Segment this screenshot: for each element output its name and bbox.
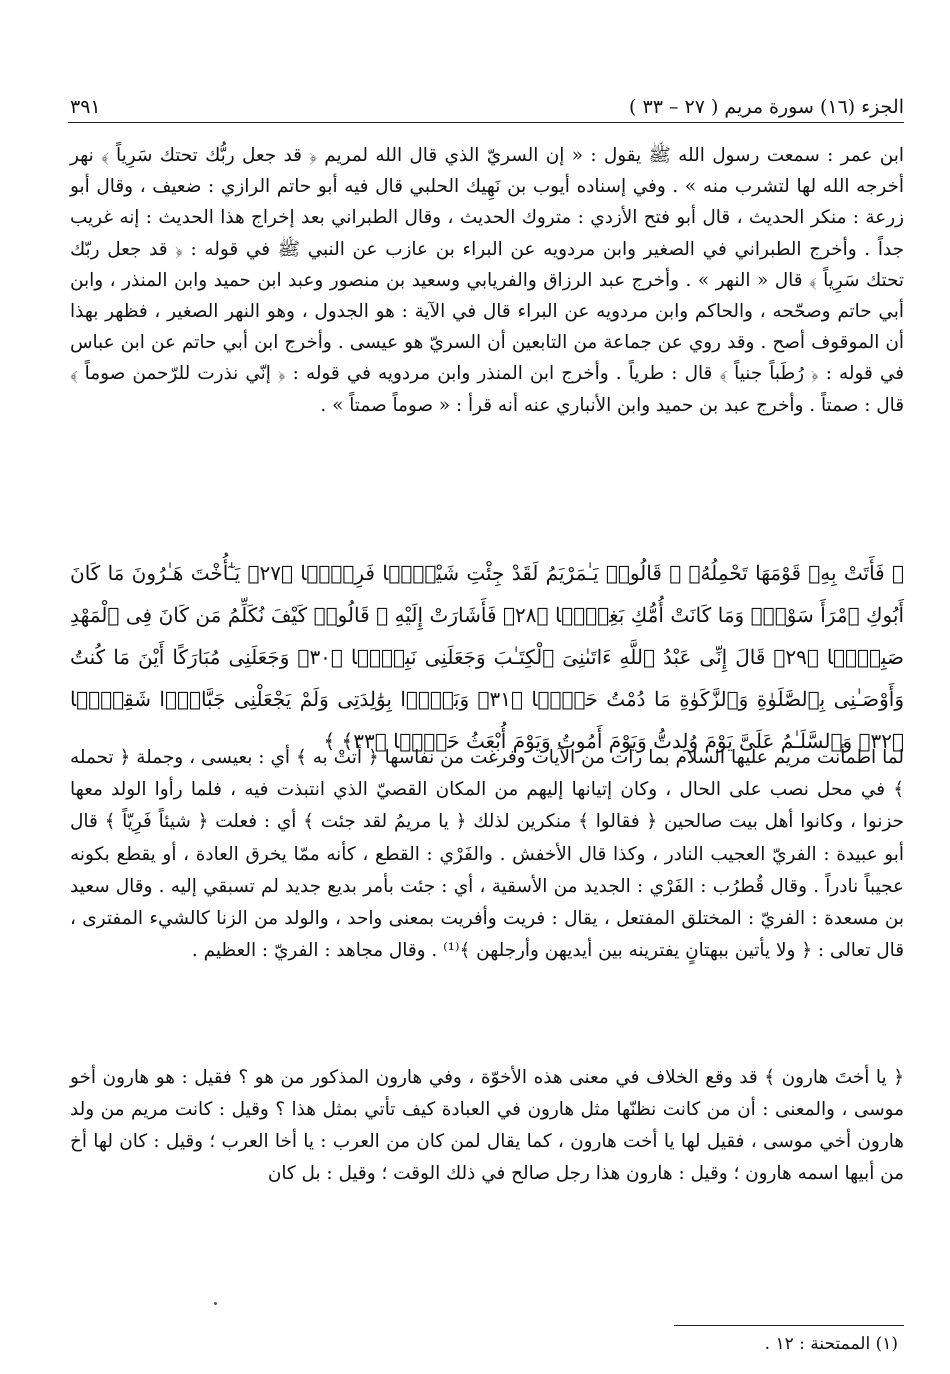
running-title: الجزء (١٦) سورة مريم ( ٢٧ – ٣٣ ) (629, 96, 904, 118)
footnote-divider (674, 1325, 904, 1326)
paragraph-commentary-3 (70, 1062, 904, 1190)
quran-verses-block (70, 552, 904, 762)
paragraph-commentary-1 (70, 140, 904, 421)
scan-speck (214, 1302, 217, 1305)
page-number: ٣٩١ (70, 96, 101, 118)
quran-verses-text: ﴿ فَأَتَتْ بِهِۦ قَوْمَهَا تَحْمِلُهُۥ ۖ قَالُوا۟ يَـٰمَرْيَمُ لَقَدْ جِئْتِ شَيْـًۭٔا فَرِيًّۭا ﴿٢٧﴾ يَـٰٓأُخْتَ هَـٰرُونَ مَا كَانَ أَبُوكِ ٱمْرَأَ سَوْءٍۢ وَمَا كَانَتْ أُمُّكِ بَغِيًّۭا ﴿٢٨﴾ فَأَشَارَتْ إِلَيْهِ ۖ قَالُوا۟ كَيْفَ نُكَلِّمُ مَن كَانَ فِى ٱلْمَهْدِ صَبِيًّۭا ﴿٢٩﴾ قَالَ إِنِّى عَبْدُ ٱللَّهِ ءَاتَىٰنِىَ ٱلْكِتَـٰبَ وَجَعَلَنِى نَبِيًّۭا ﴿٣٠﴾ وَجَعَلَنِى مُبَارَكًا أَيْنَ مَا كُنتُ وَأَوْصَـٰنِى بِٱلصَّلَوٰةِ وَٱلزَّكَوٰةِ مَا دُمْتُ حَيًّۭا ﴿٣١﴾ وَبَرًّۢا بِوَٰلِدَتِى وَلَمْ يَجْعَلْنِى جَبَّارًۭا شَقِيًّۭا ﴿٣٢﴾ وَٱلسَّلَـٰمُ عَلَىَّ يَوْمَ وُلِدتُّ وَيَوْمَ أَمُوتُ وَيَوْمَ أُبْعَثُ حَيًّۭا ﴿٣٣﴾ ﴾ (70, 561, 905, 753)
header-divider (68, 122, 904, 123)
paragraph-commentary-2 (70, 742, 904, 967)
paragraph-text: لما اطمأنت مريم عليها السلام بما رأت من الآيات وفرغت من نفاسها ﴿ أتتْ به ﴾ أي : بعيسى ، وجملة ﴿ تحمله ﴾ في محل نصب على الحال ، وكان إتيانها إليهم من المكان القصيّ الذي انتبذت فيه ، فلما رأوا الولد معها حزنوا ، وكانوا أهل بيت صالحين ﴿ فقالوا ﴾ منكرين لذلك ﴿ يا مريمُ لقد جئت ﴾ أي : فعلت ﴿ شيئاً فَرِيّاً ﴾ قال أبو عبيدة : الفريّ العجيب النادر ، وكذا قال الأخفش . والفَرْي : القطع ، كأنه ممّا يخرق العادة ، أو يقطع بكونه عجيباً نادراً . وقال قُطرُب : الفَرْي : الجديد من الأسقية ، أي : جئت بأمر بديع جديد لم تسبقي إليه . وقال سعيد بن مسعدة : الفريّ : المختلق المفتعل ، يقال : فريت وأفريت بمعنى واحد ، والولد من الزنا كالشيء المفترى ، قال تعالى : ﴿ ولا يأتين ببهتانٍ يفترينه بين أيديهن وأرجلهن ﴾⁽¹⁾ . وقال مجاهد : الفريّ : العظيم . (70, 747, 904, 962)
page-header (70, 92, 904, 122)
footnote: (١) الممتحنة : ١٢ . (764, 1334, 898, 1354)
paragraph-text: ابن عمر : سمعت رسول الله ﷺ يقول : « إن السريّ الذي قال الله لمريم ﴿ قد جعل ربُّك تحتك سَرِياً ﴾ نهر أخرجه الله لها لتشرب منه » . وفي إسناده أيوب بن نَهِيك الحلبي قال فيه أبو حاتم الرازي : ضعيف ، وقال أبو زرعة : منكر الحديث ، قال أبو فتح الأزدي : متروك الحديث ، وقال الطبراني بعد إخراج هذا الحديث : إنه غريب جداً . وأخرج الطبراني في الصغير وابن مردويه عن البراء بن عازب عن النبي ﷺ في قوله : ﴿ قد جعل ربّك تحتك سَرِياً ﴾ قال « النهر » . وأخرج عبد الرزاق والفريابي وسعيد بن منصور وعبد ابن حميد وابن المنذر ، وابن أبي حاتم وصحّحه ، والحاكم وابن مردويه عن البراء قال في الآية : هو الجدول ، وهو النهر الصغير ، فظهر بهذا أن الموقوف أصح . وقد روي عن جماعة من التابعين أن السريّ هو عيسى . وأخرج ابن أبي حاتم عن ابن عباس في قوله : ﴿ رُطَباً جنياً ﴾ قال : طرياً . وأخرج ابن المنذر وابن مردويه في قوله : ﴿ إنّي نذرت للرّحمن صوماً ﴾ قال : صمتاً . وأخرج عبد بن حميد وابن الأنباري عنه أنه قرأ : « صوماً صمتاً » . (70, 145, 904, 416)
paragraph-text: ﴿ يا أختَ هارون ﴾ قد وقع الخلاف في معنى هذه الأخوّة ، وفي هارون المذكور من هو ؟ فقيل : هو هارون أخو موسى ، والمعنى : أن من كانت نظنّها مثل هارون في العبادة كيف تأتي بمثل هذا ؟ وقيل : كانت مريم من ولد هارون أخي موسى ، فقيل لها يا أخت هارون ، كما يقال لمن كان من العرب : يا أخا العرب ؛ وقيل : كان لها أخ من أبيها اسمه هارون ؛ وقيل : هارون هذا رجل صالح في ذلك الوقت ؛ وقيل : بل كان (70, 1067, 904, 1184)
